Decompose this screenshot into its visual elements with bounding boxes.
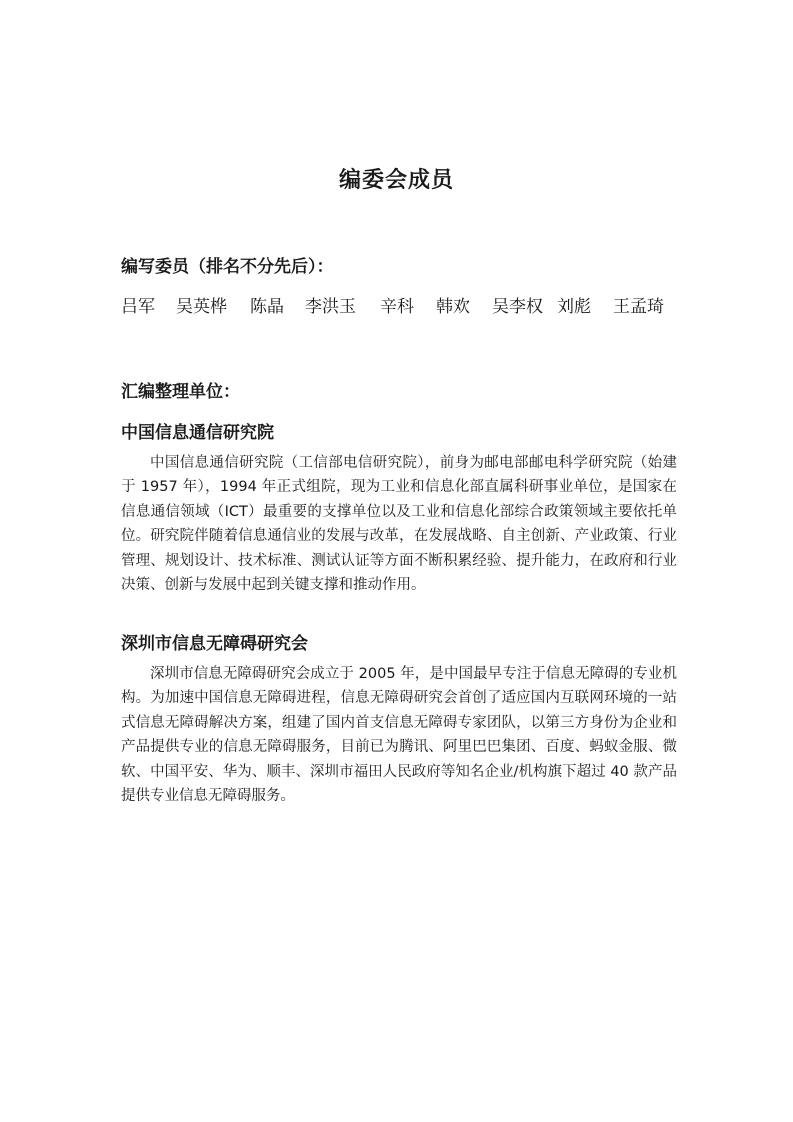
org1-name: 中国信息通信研究院 [121,423,274,443]
writer-name: 刘彪 [557,297,591,317]
writer-name: 吴英桦 [176,297,227,317]
writer-name: 吴李权 [492,297,543,317]
writer-names-list [121,292,664,317]
writers-heading: 编写委员（排名不分先后）： [121,257,334,277]
writer-name: 李洪玉 [305,297,356,317]
writer-name: 吕军 [121,297,155,317]
writer-name: 陈晶 [250,297,284,317]
writer-name: 王孟琦 [613,297,664,317]
page-title: 编委会成员 [338,168,454,193]
org2-name: 深圳市信息无障碍研究会 [121,634,308,654]
compilers-heading: 汇编整理单位： [121,382,240,402]
writer-name: 韩欢 [436,297,470,317]
org2-description: 深圳市信息无障碍研究会成立于 2005 年，是中国最早专注于信息无障碍的专业机构。为加速中国信息无障碍进程，信息无障碍研究会首创了适应国内互联网环境的一站式信息无障碍解决方案，组建了国内首支信息无障碍专家团队，以第三方身份为企业和产品提供专业的信息无障碍服务，目前已为腾讯、阿里巴巴集团、百度、蚂蚁金服、微软、中国平安、华为、顺丰、深圳市福田人民政府等知名企业/机构旗下超过 40 款产品提供专业信息无障碍服务。 [121,666,677,805]
writer-name: 辛科 [380,297,414,317]
org1-description: 中国信息通信研究院（工信部电信研究院），前身为邮电部邮电科学研究院（始建于 1957 年），1994 年正式组院，现为工业和信息化部直属科研事业单位，是国家在信息通信领域（ICT）最重要的支撑单位以及工业和信息化部综合政策领域主要依托单位。研究院伴随着信息通信业的发展与改革，在发展战略、自主创新、产业政策、行业管理、规划设计、技术标准、测试认证等方面不断积累经验、提升能力，在政府和行业决策、创新与发展中起到关键支撑和推动作用。 [121,455,677,594]
